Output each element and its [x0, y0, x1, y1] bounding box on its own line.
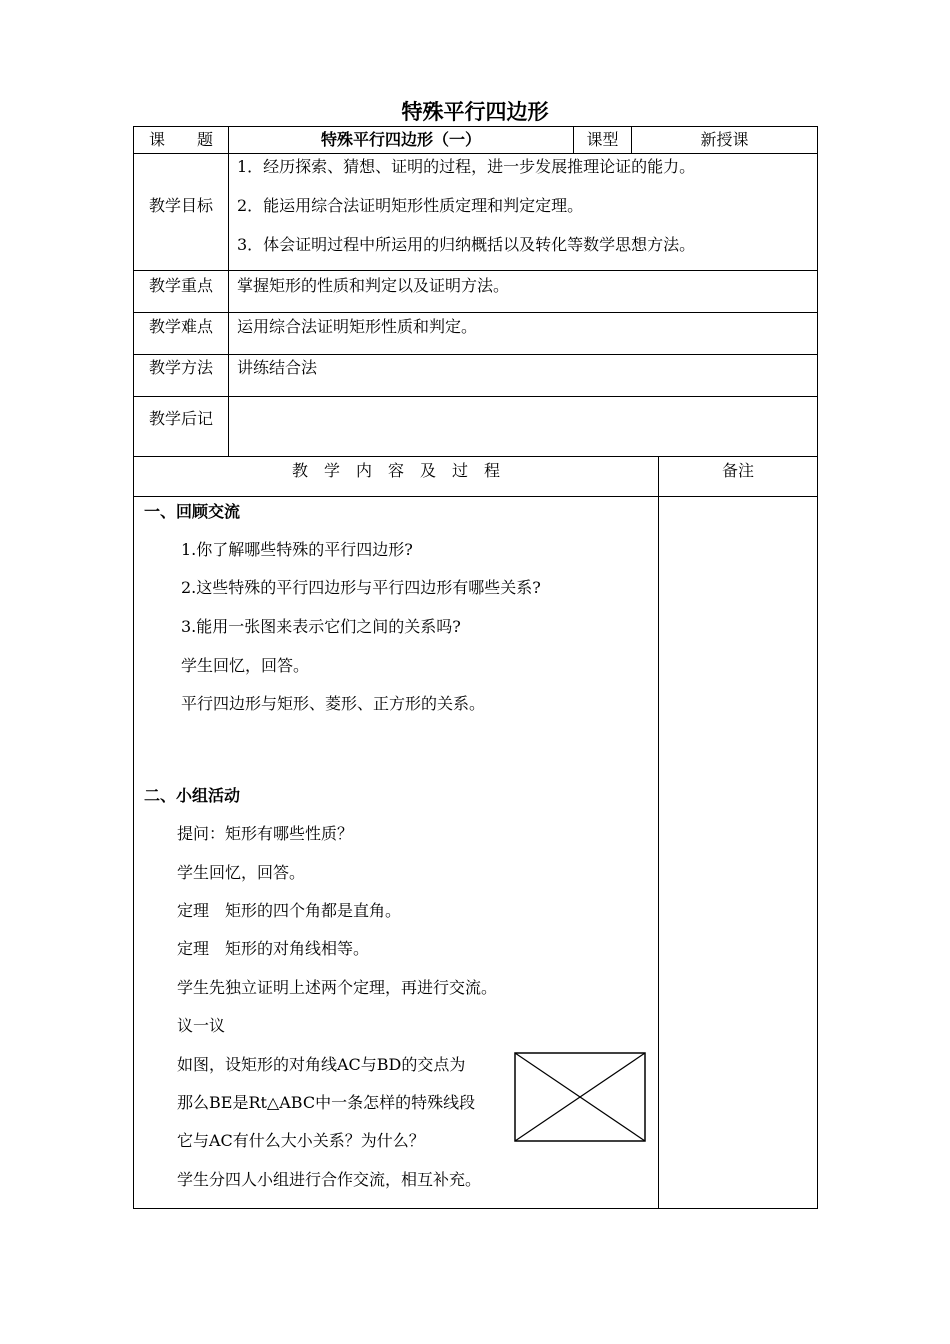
content-line: 它与AC有什么大小关系？为什么？ — [177, 1131, 425, 1150]
content-line: 学生先独立证明上述两个定理，再进行交流。 — [177, 978, 498, 997]
methods-label: 教学方法 — [148, 358, 213, 377]
objective-item: 3．体会证明过程中所运用的归纳概括以及转化等数学思想方法。 — [237, 235, 696, 254]
table-border-top — [133, 126, 818, 127]
table-border-bottom — [133, 1208, 818, 1209]
methods-value: 讲练结合法 — [237, 358, 318, 377]
rectangle-diagonals-figure — [514, 1052, 646, 1142]
content-line: 2.这些特殊的平行四边形与平行四边形有哪些关系? — [181, 578, 541, 597]
content-line: 那么BE是Rt△ABC中一条怎样的特殊线段 — [177, 1093, 476, 1112]
content-line: 1.你了解哪些特殊的平行四边形? — [181, 540, 413, 559]
row-divider — [133, 396, 818, 397]
content-notes-header: 备注 — [721, 461, 754, 480]
row-divider — [133, 456, 818, 457]
content-line: 平行四边形与矩形、菱形、正方形的关系。 — [181, 694, 486, 713]
difficulties-value: 运用综合法证明矩形性质和判定。 — [237, 317, 478, 336]
key-points-value: 掌握矩形的性质和判定以及证明方法。 — [237, 276, 510, 295]
section-heading: 二、小组活动 — [144, 786, 241, 805]
content-line: 如图，设矩形的对角线AC与BD的交点为 — [177, 1055, 466, 1074]
type-value: 新授课 — [700, 130, 749, 149]
label-column-divider — [228, 126, 229, 457]
content-line: 定理 矩形的四个角都是直角。 — [177, 901, 402, 920]
document-title: 特殊平行四边形 — [401, 100, 549, 124]
topic-value: 特殊平行四边形（一） — [320, 130, 481, 149]
reflection-label: 教学后记 — [148, 409, 213, 428]
row-divider — [133, 153, 818, 154]
type-label: 课型 — [586, 130, 619, 149]
row-divider — [133, 312, 818, 313]
table-border-right — [817, 126, 818, 1209]
content-process-header: 教 学 内 容 及 过 程 — [291, 461, 500, 480]
row-divider — [133, 270, 818, 271]
notes-column-divider — [658, 456, 659, 1209]
topic-label: 课 题 — [148, 130, 213, 149]
objective-item: 1．经历探索、猜想、证明的过程，进一步发展推理论证的能力。 — [237, 157, 696, 176]
content-line: 3.能用一张图来表示它们之间的关系吗? — [181, 617, 461, 636]
content-line: 议一议 — [177, 1016, 226, 1035]
row-divider — [133, 354, 818, 355]
content-line: 学生回忆，回答。 — [181, 656, 310, 675]
row-divider — [133, 496, 818, 497]
content-line: 提问：矩形有哪些性质？ — [177, 824, 354, 843]
difficulties-label: 教学难点 — [148, 317, 213, 336]
section-heading: 一、回顾交流 — [144, 502, 241, 521]
objectives-label: 教学目标 — [148, 196, 213, 215]
content-line: 定理 矩形的对角线相等。 — [177, 939, 370, 958]
objective-item: 2．能运用综合法证明矩形性质定理和判定定理。 — [237, 196, 584, 215]
content-line: 学生分四人小组进行合作交流，相互补充。 — [177, 1170, 482, 1189]
key-points-label: 教学重点 — [148, 276, 213, 295]
content-line: 学生回忆，回答。 — [177, 863, 306, 882]
